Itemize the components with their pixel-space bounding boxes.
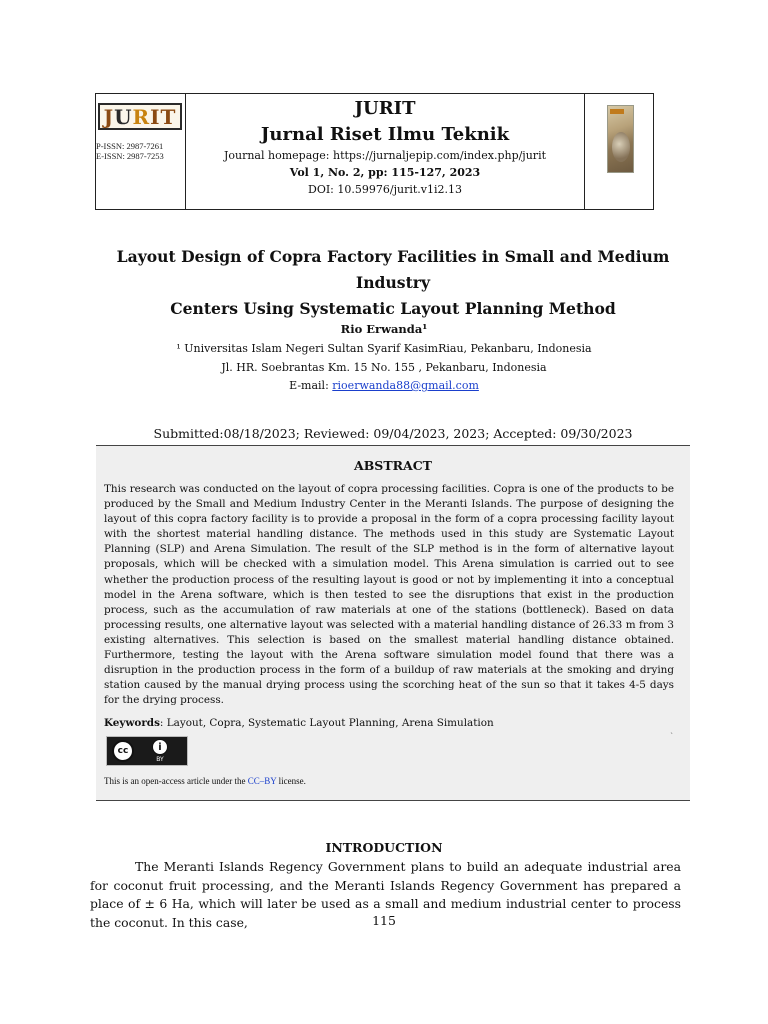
p-issn: P-ISSN: 2987-7261 bbox=[96, 141, 164, 151]
by-label: BY bbox=[156, 756, 164, 763]
author-name: Rio Erwanda¹ bbox=[340, 322, 428, 336]
license-prefix: This is an open-access article under the bbox=[104, 776, 248, 786]
abstract-box bbox=[96, 445, 690, 801]
license-link[interactable]: CC–BY bbox=[247, 776, 277, 786]
license-suffix: license. bbox=[276, 776, 306, 786]
submission-dates: Submitted:08/18/2023; Reviewed: 09/04/2023, 2023; Accepted: 09/30/2023 bbox=[153, 426, 633, 441]
title-line-2: Centers Using Systematic Layout Planning Method bbox=[170, 299, 616, 318]
author-address: Jl. HR. Soebrantas Km. 15 No. 155 , Pekanbaru, Indonesia bbox=[221, 361, 547, 374]
abstract-text: This research was conducted on the layout of copra processing facilities. Copra is one of the products to be produced by the Small and Medium Industry Center in the Meranti Islands. The purpose of designing the layout of this copra factory facility is to provide a proposal in the form of a copra processing facility layout with the shortest material handling distance. The methods used in this study are Systematic Layout Planning (SLP) and Arena Simulation. The result of the SLP method is in the form of alternative layout proposals, which will be checked with a simulation model. This Arena simulation is carried out to see whether the production process of the resulting layout is good or not by implementing it into a conceptual model in the Arena software, which is then tested to see the disruptions that exist in the production process, such as the accumulation of raw materials at one of the stations (bottleneck). Based on data processing results, one alternative layout was selected with a material handling distance of 26.33 m from 3 existing alternatives. This selection is based on the smallest material handling distance obtained. Furthermore, testing the layout with the Arena software simulation model found that there was a disruption in the production process in the form of a buildup of raw materials at the smoking and drying station caused by the manual drying process using the scorching heat of the sun so that it takes 4-5 days for the drying process. bbox=[104, 483, 674, 707]
email-link[interactable]: rioerwanda88@gmail.com bbox=[332, 379, 479, 392]
open-access-notice bbox=[104, 776, 306, 786]
cc-by-license-icon[interactable] bbox=[106, 736, 188, 766]
e-issn: E-ISSN: 2987-7253 bbox=[96, 151, 164, 161]
author-affiliation: ¹ Universitas Islam Negeri Sultan Syarif KasimRiau, Pekanbaru, Indonesia bbox=[176, 342, 592, 355]
person-icon: i bbox=[152, 739, 168, 755]
author-email-line bbox=[0, 379, 768, 392]
page-number: 115 bbox=[372, 913, 396, 928]
header-center-panel bbox=[186, 94, 585, 209]
journal-doi: DOI: 10.59976/jurit.v1i2.13 bbox=[308, 183, 462, 196]
introduction-heading: INTRODUCTION bbox=[325, 840, 443, 855]
title-line-1: Layout Design of Copra Factory Facilities in Small and Medium Industry bbox=[116, 247, 670, 292]
journal-full-name: Jurnal Riset Ilmu Teknik bbox=[260, 124, 510, 145]
journal-logo: J U R IT bbox=[98, 103, 182, 130]
stray-mark: ` bbox=[670, 732, 674, 741]
keywords-label: Keywords bbox=[104, 717, 160, 730]
by-icon-group bbox=[152, 739, 168, 763]
issn-block bbox=[96, 141, 164, 161]
article-title bbox=[96, 244, 690, 322]
journal-homepage: Journal homepage: https://jurnaljepip.com/index.php/jurit bbox=[223, 149, 547, 162]
journal-header bbox=[95, 93, 654, 210]
cc-icon: cc bbox=[112, 740, 134, 762]
keywords-line bbox=[104, 717, 674, 729]
journal-short-name: JURIT bbox=[354, 98, 416, 119]
abstract-heading: ABSTRACT bbox=[354, 458, 432, 473]
journal-cover-image bbox=[607, 105, 634, 173]
keywords-list: : Layout, Copra, Systematic Layout Planning, Arena Simulation bbox=[159, 717, 494, 730]
introduction-paragraph: The Meranti Islands Regency Government plans to build an adequate industrial area for coconut fruit processing, and the Meranti Islands Regency Government has prepared a place of ± 6 Ha, which will later be used as a small and medium industrial center to process the coconut. In this case, bbox=[90, 859, 681, 931]
journal-volume: Vol 1, No. 2, pp: 115-127, 2023 bbox=[289, 166, 481, 179]
header-left-panel bbox=[96, 94, 186, 209]
email-label: E-mail: bbox=[289, 379, 333, 392]
header-right-panel bbox=[585, 94, 653, 209]
